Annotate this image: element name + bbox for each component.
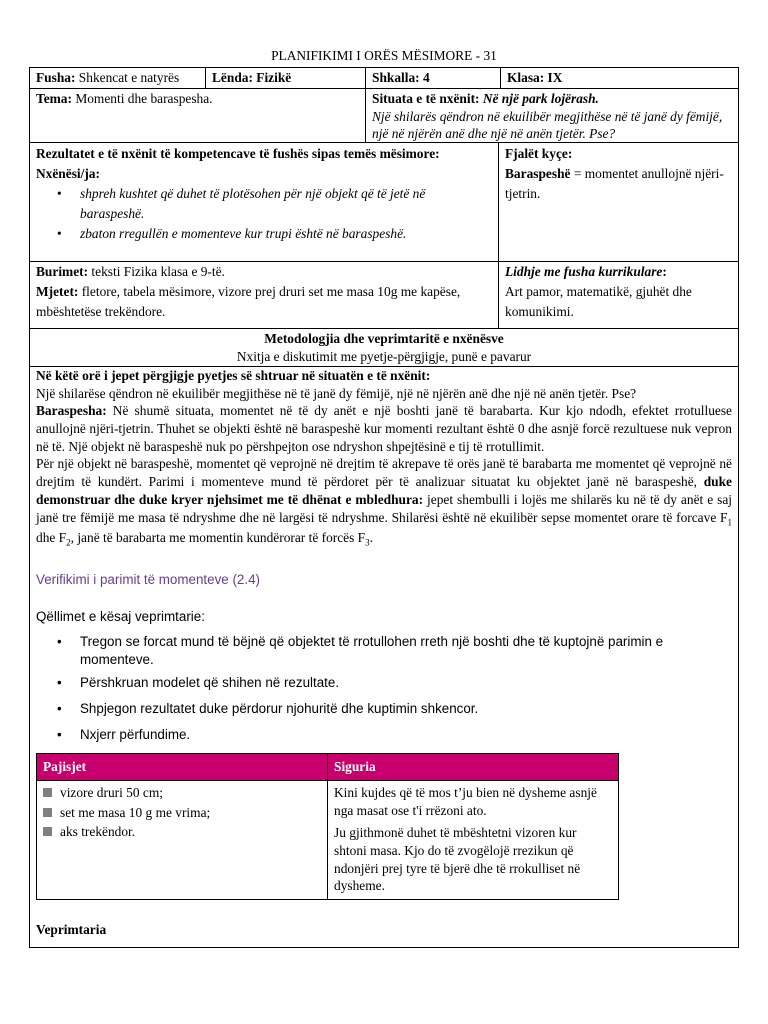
shkalla-cell: Shkalla: 4: [372, 70, 430, 85]
baraspesha-paragraph: Baraspesha: Në shumë situata, momentet në të dy anët e një boshti janë të barabarta. Kur kjo ndodh, efektet rrotulluese anullojnë njëri-tjetrin. Thuhet se objekti është në baraspeshë kur momenti rezultant është 0 dhe asnjë forcë rezultuese nuk vepron në të. Një objekt në baraspeshë nuk po përshpejton ose ndryshon shpejtësinë e tij të rrotullimit.: [36, 403, 732, 454]
burimet-row: [30, 262, 738, 329]
metodologjia-row: [30, 329, 738, 367]
safety-cell: [328, 781, 619, 900]
activity-section: [30, 367, 738, 550]
equipment-item: set me masa 10 g me vrima;: [43, 804, 321, 822]
rezultatet-cell: Rezultatet e të nxënit të kompetencave të fushës sipas temës mësimore: Nxënësi/ja: • shpreh kushtet që duhet të plotësohen për një objekt që të jetë në baraspeshë. • zbaton rregullën e momenteve kur trupi është në baraspeshë.: [30, 144, 498, 245]
rezultatet-row: [30, 143, 738, 262]
tema-row: [30, 89, 738, 143]
qellimet-heading: Qëllimet e kësaj veprimtarie:: [36, 609, 205, 624]
goal-item: • Tregon se forcat mund të bëjnë që objektet të rrotullohen rreth një boshti dhe të kuptojnë parimin e momenteve.: [57, 634, 664, 667]
goal-item: • Përshkruan modelet që shihen në rezultate.: [57, 675, 340, 691]
tema-cell: Tema: Momenti dhe baraspesha.: [36, 91, 213, 106]
page-title: PLANIFIKIMI I ORËS MËSIMORE - 31: [271, 48, 497, 63]
burimet-cell: Burimet: teksti Fizika klasa e 9-të. Mjetet: fletore, tabela mësimore, vizore prej druri set me masa 10g me kapëse, mbështetëse trekëndore.: [36, 264, 461, 320]
lesson-plan-table: [29, 67, 739, 948]
safety-note: Ju gjithmonë duhet të mbështetni vizoren kur shtoni masa. Kjo do të zvogëlojë rrezikun që ndonjëri prej tyre të bjerë dhe të rrokulliset në dysheme.: [334, 825, 581, 894]
header-row: [30, 68, 738, 89]
situata-cell: Situata e të nxënit: Në një park lojërash. Një shilarës qëndron në ekuilibër megjithëse në të janë dy fëmijë, një në njërën anë dhe një në anën tjetër. Pse?: [372, 91, 723, 142]
safety-note: Kini kujdes që të mos t’ju bien në dysheme asnjë nga masat ose t'i rrëzoni ato.: [334, 785, 597, 818]
goal-item: • Shpjegon rezultatet duke përdorur njohuritë dhe kuptimin shkencor.: [57, 701, 479, 717]
klasa-cell: Klasa: IX: [507, 70, 563, 85]
fjalet-cell: Fjalët kyçe: Baraspeshë = momentet anullojnë njëri-tjetrin.: [505, 146, 724, 202]
square-bullet-icon: [43, 808, 52, 817]
metodologjia-heading: Metodologjia dhe veprimtaritë e nxënësve: [264, 331, 504, 346]
metodologjia-subheading: Nxitja e diskutimit me pyetje-përgjigje, punë e pavarur: [236, 348, 532, 364]
lidhje-cell: Lidhje me fusha kurrikulare: Art pamor, matematikë, gjuhët dhe komunikimi.: [505, 264, 692, 320]
equipment-header: Pajisjet: [37, 754, 328, 781]
lenda-cell: Lënda: Fizikë: [212, 70, 292, 85]
question-heading: Në këtë orë i jepet përgjigje pyetjes së shtruar në situatën e të nxënit:: [36, 368, 431, 383]
veprimtaria-heading: Veprimtaria: [36, 922, 107, 937]
safety-header: Siguria: [328, 754, 619, 781]
equipment-item: aks trekëndor.: [43, 823, 321, 841]
equipment-safety-table: [36, 753, 619, 900]
square-bullet-icon: [43, 827, 52, 836]
verifikimi-link[interactable]: Verifikimi i parimit të momenteve (2.4): [36, 572, 260, 587]
outcome-item: • shpreh kushtet që duhet të plotësohen për një objekt që të jetë në baraspeshë.: [57, 186, 426, 222]
fusha-cell: Fusha: Shkencat e natyrës: [36, 70, 180, 85]
moments-paragraph: Për një objekt në baraspeshë, momentet që veprojnë në drejtim të akrepave të orës janë të barabarta me momentet që veprojnë në drejtim të kundërt. Parimi i momenteve mund të përdoret për të analizuar situatat ku objektet janë në baraspeshë, duke demonstruar dhe duke kryer njehsimet me të dhënat e mbledhura: jepet shembulli i lojës me shilarës ku në të dy anët e saj janë tre fëmijë me masa të ndryshme dhe në largësi të ndryshme. Shilarësi është në ekuilibër sepse momentet orare të forcave $F_1$ dhe $F_2$, janë të barabarta me momentin kundërorar të forcës $F_3$.: [36, 456, 732, 548]
equipment-item: vizore druri 50 cm;: [43, 784, 321, 802]
outcome-item: • zbaton rregullën e momenteve kur trupi është në baraspeshë.: [57, 226, 407, 242]
goal-item: • Nxjerr përfundime.: [57, 726, 191, 742]
goals-list: [36, 633, 696, 743]
square-bullet-icon: [43, 788, 52, 797]
equipment-cell: [37, 781, 328, 900]
question-text: Një shilarëse qëndron në ekuilibër megjithëse në të janë dy fëmijë, një në njërën anë dhe një në anën tjetër. Pse?: [36, 385, 637, 401]
